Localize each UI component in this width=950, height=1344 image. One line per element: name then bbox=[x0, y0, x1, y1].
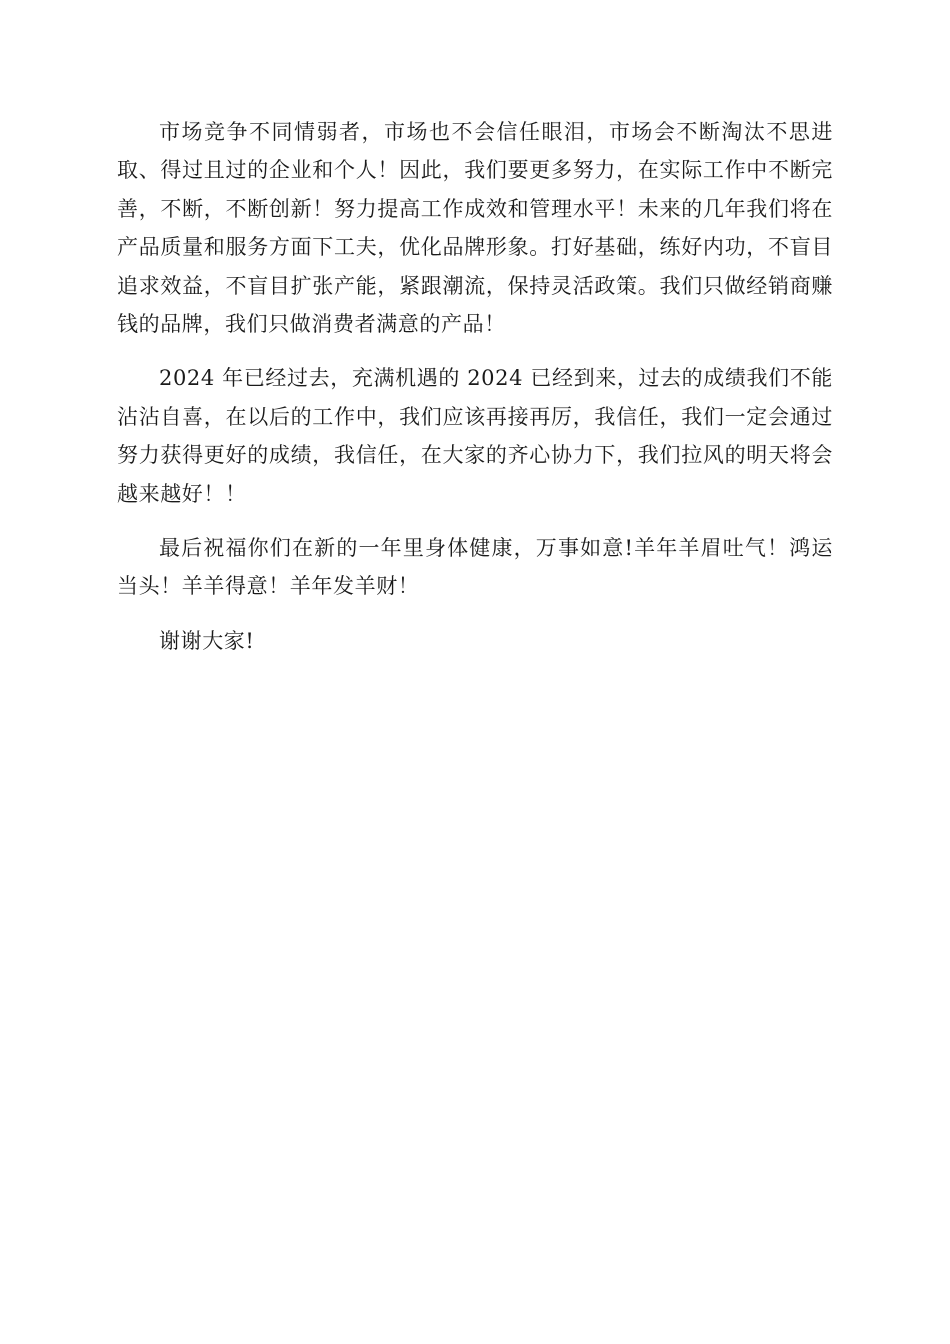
paragraph-market-competition: 市场竞争不同情弱者，市场也不会信任眼泪，市场会不断淘汰不思进取、得过且过的企业和个人！因此，我们要更多努力，在实际工作中不断完善，不断，不断创新！努力提高工作成效和管理水平！未来的几年我们将在产品质量和服务方面下工夫，优化品牌形象。打好基础，练好内功，不盲目追求效益，不盲目扩张产能，紧跟潮流，保持灵活政策。我们只做经销商赚钱的品牌，我们只做消费者满意的产品！ bbox=[117, 120, 833, 337]
paragraph-new-year-wishes: 最后祝福你们在新的一年里身体健康，万事如意!羊年羊眉吐气！鸿运当头！羊羊得意！羊年发羊财！ bbox=[117, 536, 833, 599]
document-body bbox=[117, 113, 833, 676]
paragraph-thanks: 谢谢大家! bbox=[159, 628, 255, 653]
paragraph-year-review: 2024 年已经过去，充满机遇的 2024 已经到来，过去的成绩我们不能沾沾自喜，在以后的工作中，我们应该再接再厉，我信任，我们一定会通过努力获得更好的成绩，我信任，在大家的齐心协力下，我们拉风的明天将会越来越好！！ bbox=[117, 366, 833, 506]
